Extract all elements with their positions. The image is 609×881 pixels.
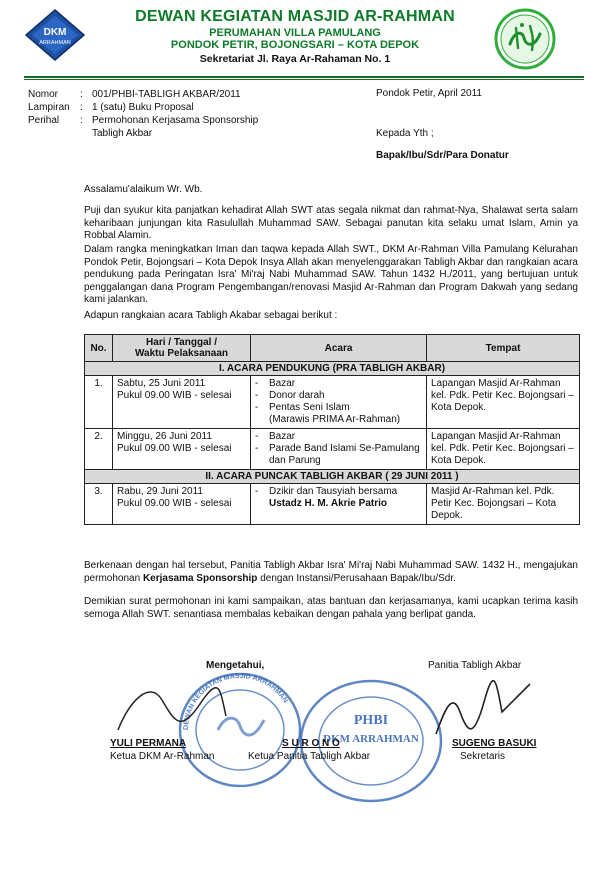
- speaker-name: Ustadz H. M. Akrie Patrio: [269, 498, 387, 509]
- mengetahui-label: Mengetahui,: [206, 660, 265, 671]
- sponsorship-emphasis: Kerjasama Sponsorship: [142, 572, 258, 584]
- row-time: Pukul 09.00 WIB - selesai: [117, 390, 232, 401]
- row-no: 1.: [85, 376, 113, 429]
- meta-label: Lampiran: [28, 102, 70, 113]
- row-no: 3.: [85, 484, 113, 525]
- list-item: - Pentas Seni Islam (Marawis PRIMA Ar-Rahman): [255, 402, 401, 425]
- row-acara: [251, 429, 427, 470]
- header-hari: [113, 335, 251, 362]
- meta-colon: :: [80, 89, 83, 100]
- header-rule-thin: [24, 79, 584, 80]
- org-address-line-2: PONDOK PETIR, BOJONGSARI – KOTA DEPOK: [170, 39, 420, 51]
- row-tempat: Lapangan Masjid Ar-Rahman kel. Pdk. Petir Kec. Bojongsari – Kota Depok.: [427, 376, 580, 429]
- section-1-label: I. ACARA PENDUKUNG (PRA TABLIGH AKBAR): [85, 362, 580, 376]
- list-item: - Dzikir dan Tausyiah bersama Ustadz H. M. Akrie Patrio: [255, 486, 398, 509]
- logo-text-dkm: DKM: [43, 27, 67, 38]
- list-item: - Bazar: [255, 431, 296, 442]
- header-hari-line-2: Waktu Pelaksanaan: [134, 348, 228, 359]
- header-rule-thick: [24, 76, 584, 78]
- row-tempat: Lapangan Masjid Ar-Rahman kel. Pdk. Petir Kec. Bojongsari – Kota Depok.: [427, 429, 580, 470]
- table-row: [85, 484, 580, 525]
- paragraph-5: Demikian surat permohonan ini kami sampaikan, atas bantuan dan kerjasamanya, kami ucapkan terima kasih semoga Allah SWT. senantiasa membalas kebaikan dengan pahala yang berlipat ganda.: [84, 596, 578, 620]
- row-date: Sabtu, 25 Juni 2011: [117, 378, 206, 389]
- signature-3-icon: [430, 672, 540, 742]
- header-hari-line-1: Hari / Tanggal /: [146, 337, 217, 348]
- meta-label: Nomor: [28, 89, 59, 100]
- list-item: - Parade Band Islami Se-Pamulang dan Parung: [255, 443, 420, 466]
- table-row: [85, 429, 580, 470]
- meta-value: 001/PHBI-TABLIGH AKBAR/2011: [92, 89, 241, 100]
- letterhead: [95, 8, 495, 65]
- row-tempat: Masjid Ar-Rahman kel. Pdk. Petir Kec. Bojongsari – Kota Depok.: [427, 484, 580, 525]
- meta-colon: :: [80, 102, 83, 113]
- row-date: Rabu, 29 Juni 2011: [117, 486, 203, 497]
- meta-label: Perihal: [28, 115, 60, 126]
- section-row: [85, 362, 580, 376]
- signatory-1-name: YULI PERMANA: [110, 738, 187, 749]
- table-header-row: [85, 335, 580, 362]
- row-acara: [251, 376, 427, 429]
- letter-meta: [28, 88, 358, 140]
- stamp-2-line-2: DKM ARRAHMAN: [323, 733, 419, 745]
- ar-rahman-calligraphy-icon: [494, 8, 556, 70]
- list-item: - Donor darah: [255, 390, 325, 401]
- table-row: [85, 376, 580, 429]
- acara-note: (Marawis PRIMA Ar-Rahman): [269, 414, 401, 425]
- row-date: Minggu, 26 Juni 2011: [117, 431, 212, 442]
- row-time: Pukul 09.00 WIB - selesai: [117, 498, 232, 509]
- perihal-line-1: Permohonan Kerjasama Sponsorship: [92, 115, 259, 126]
- meta-lampiran: [28, 101, 358, 114]
- paragraph-4: Berkenaan dengan hal tersebut, Panitia Tabligh Akbar Isra' Mi'raj Nabi Muhammad SAW. 1432 H., mengajukan permohonan Kerjasama Sponsorship dengan Instansi/Perusahaan Bapak/Ibu/Sdr.: [84, 560, 578, 584]
- meta-perihal: [28, 114, 358, 140]
- section-row: [85, 470, 580, 484]
- row-time: Pukul 09.00 WIB - selesai: [117, 443, 232, 454]
- row-no: 2.: [85, 429, 113, 470]
- signatory-3-name: SUGENG BASUKI: [452, 738, 537, 749]
- header-tempat: Tempat: [427, 335, 580, 362]
- event-schedule-table: [84, 334, 580, 525]
- dkm-logo-icon: [24, 8, 86, 62]
- signature-1-icon: [110, 660, 230, 740]
- greeting: Assalamu'alaikum Wr. Wb.: [84, 184, 203, 195]
- org-name: DEWAN KEGIATAN MASJID AR-RAHMAN: [135, 8, 455, 25]
- paragraph-1: Puji dan syukur kita panjatkan kehadirat Allah SWT atas segala nikmat dan rahmat-Nya, Shalawat serta salam keharibaan junjungan kita Rasulullah Muhammad SAW. Sebagai panutan kita selaku umat Islam, Amin ya Robbal Alamin.: [84, 205, 578, 241]
- header-acara: Acara: [251, 335, 427, 362]
- signatory-2-role: Ketua Panitia Tabligh Akbar: [248, 751, 371, 762]
- header-no: No.: [85, 335, 113, 362]
- org-address-line-1: PERUMAHAN VILLA PAMULANG: [209, 27, 381, 39]
- addressee-name: Bapak/Ibu/Sdr/Para Donatur: [376, 150, 509, 161]
- paragraph-3: Adapun rangkaian acara Tabligh Akabar sebagai berikut :: [84, 310, 338, 321]
- addressee-label: Kepada Yth ;: [376, 128, 434, 139]
- panitia-label: Panitia Tabligh Akbar: [428, 660, 522, 671]
- place-date: Pondok Petir, April 2011: [376, 88, 482, 99]
- secretariat-address: Sekretariat Jl. Raya Ar-Rahaman No. 1: [199, 53, 391, 65]
- paragraph-2: Dalam rangka meningkatkan Iman dan taqwa kepada Allah SWT., DKM Ar-Rahman Villa Pamulang Kelurahan Pondok Petir, Bojongsari – Kota Depok Insya Allah akan menyelenggarakan Tabligh Akbar dan rangkaian acara pendukung pada Peringatan Isra' Mi'raj Nabi Muhammad SAW. Tahun 1432 H./2011, yang bertujuan untuk penggalangan dana Program Pengembangan/renovasi Masjid Ar-Rahman dan Program Dakwah yang sedang kami jalankan.: [84, 244, 578, 305]
- perihal-line-2: Tabligh Akbar: [92, 128, 153, 139]
- meta-value: [92, 114, 358, 140]
- row-date-time: [113, 484, 251, 525]
- row-date-time: [113, 376, 251, 429]
- row-date-time: [113, 429, 251, 470]
- logo-text-arrahman: ARRAHMAN: [39, 40, 71, 46]
- signatory-3-role: Sekretaris: [460, 751, 506, 762]
- meta-colon: :: [80, 115, 83, 126]
- signatory-1-role: Ketua DKM Ar-Rahman: [110, 751, 215, 762]
- list-item: - Bazar: [255, 378, 296, 389]
- meta-nomor: [28, 88, 358, 101]
- stamp-1-text: DEWAN KEGIATAN MASJID ARRAHMAN: [182, 672, 289, 731]
- meta-value: 1 (satu) Buku Proposal: [92, 102, 194, 113]
- signatory-2-name: S U R O N O: [282, 738, 340, 749]
- stamp-2-line-1: PHBI: [353, 713, 389, 728]
- section-2-label: II. ACARA PUNCAK TABLIGH AKBAR ( 29 JUNI 2011 ): [85, 470, 580, 484]
- row-acara: [251, 484, 427, 525]
